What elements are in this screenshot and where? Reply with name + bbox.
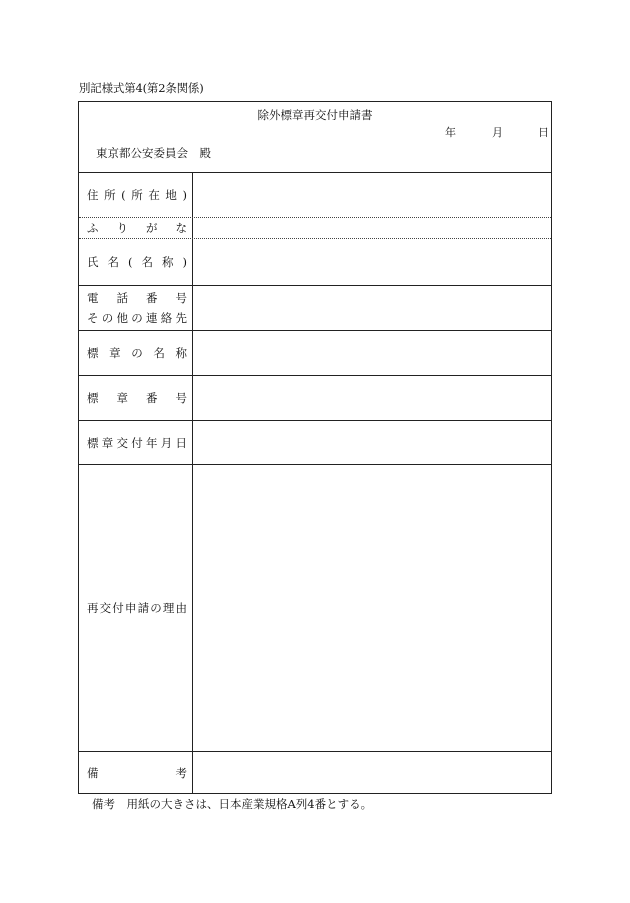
form-title: 除外標章再交付申請書 [257, 108, 373, 122]
date-year-label: 年 [445, 126, 456, 139]
row-mark-number [79, 375, 551, 420]
phone-field[interactable] [193, 286, 551, 330]
row-reason [79, 464, 551, 751]
issue-date-field[interactable] [193, 421, 551, 464]
row-phone [79, 285, 551, 330]
row-mark-name-label: 標 章 の 名 称 [79, 331, 193, 375]
row-remarks [79, 751, 551, 793]
row-furigana-label: ふ り が な [79, 218, 193, 238]
name-field[interactable] [193, 239, 551, 285]
row-name [79, 238, 551, 285]
addressee: 東京都公安委員会 殿 [96, 146, 211, 160]
mark-number-field[interactable] [193, 376, 551, 420]
mark-name-field[interactable] [193, 331, 551, 375]
remarks-field[interactable] [193, 752, 551, 793]
row-reason-label: 再 交 付 申 請 の 理 由 [79, 465, 193, 751]
furigana-field[interactable] [193, 218, 551, 238]
row-name-label: 氏 名 ( 名 称 ) [79, 239, 193, 285]
reason-field[interactable] [193, 465, 551, 751]
application-form-table [78, 101, 552, 794]
paper-size-note: 備考 用紙の大きさは、日本産業規格A列4番とする。 [92, 797, 373, 811]
row-issue-date-label: 標 章 交 付 年 月 日 [79, 421, 193, 464]
row-address-label: 住 所 ( 所 在 地 ) [79, 173, 193, 217]
row-phone-label: 電 話 番 号 そ の 他 の 連 絡 先 [79, 286, 193, 330]
row-mark-number-label: 標 章 番 号 [79, 376, 193, 420]
row-furigana [79, 217, 551, 238]
form-number-label: 別記様式第4(第2条関係) [79, 81, 204, 95]
date-day-label: 日 [538, 126, 549, 139]
address-field[interactable] [193, 173, 551, 217]
row-issue-date [79, 420, 551, 464]
row-mark-name [79, 330, 551, 375]
row-remarks-label: 備 考 [79, 752, 193, 793]
date-month-label: 月 [492, 126, 503, 139]
row-address [79, 172, 551, 217]
